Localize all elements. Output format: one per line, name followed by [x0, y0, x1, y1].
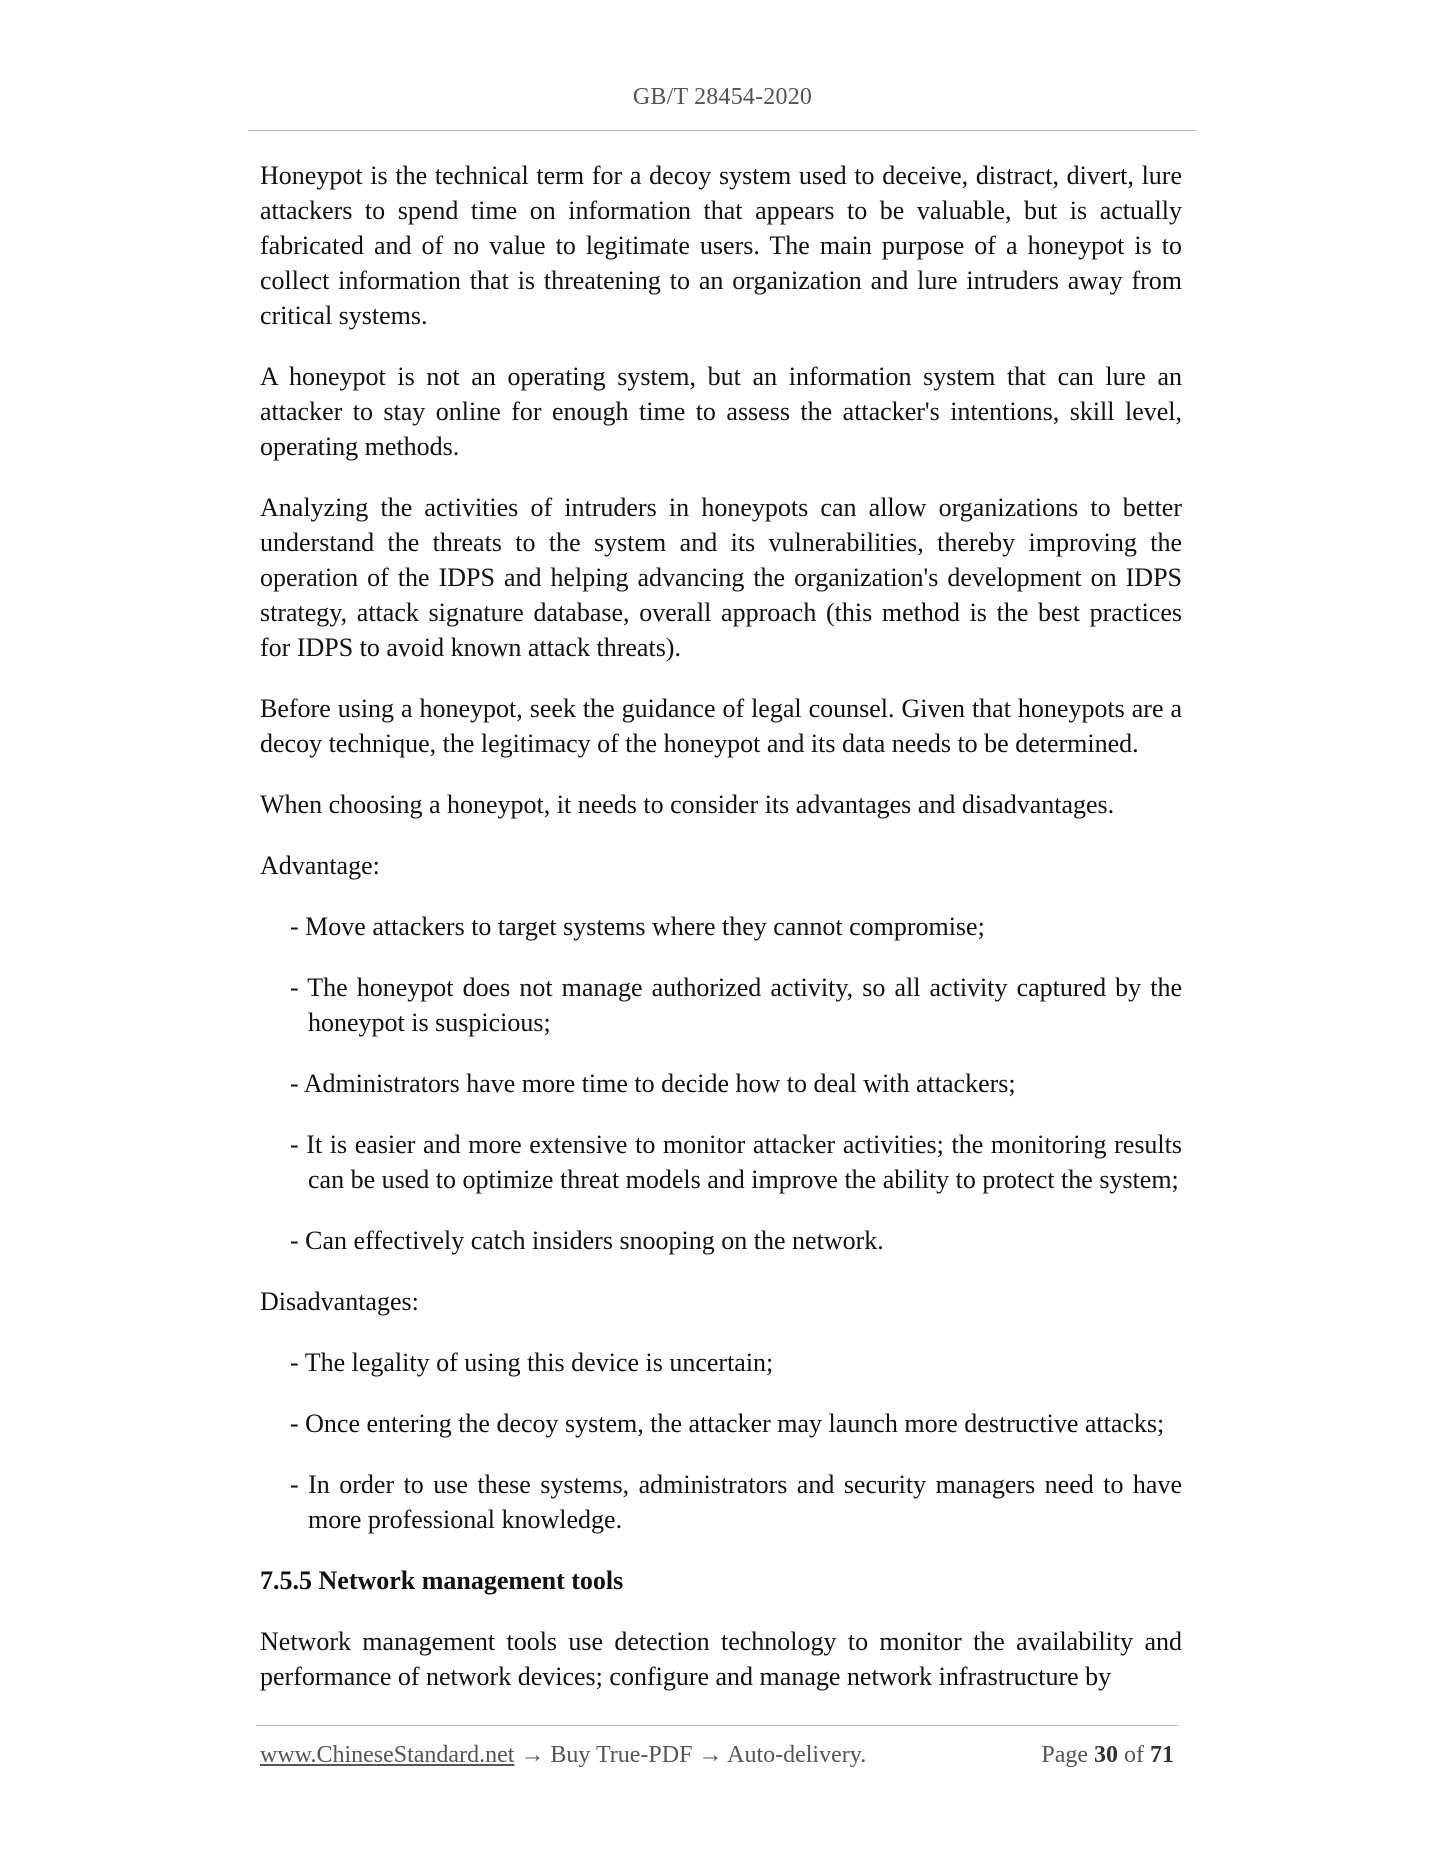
- page-indicator: [1041, 1742, 1174, 1769]
- advantages-label: Advantage:: [260, 851, 380, 880]
- paragraph-honeypot-definition: Honeypot is the technical term for a decoy system used to deceive, distract, divert, lure attackers to spend time on information that appears to be valuable, but is actually fabricated and of no value to legitimate users. The main purpose of a honeypot is to collect information that is threatening to an organization and lure intruders away from critical systems.: [260, 161, 1182, 330]
- paragraph-honeypot-analysis: Analyzing the activities of intruders in honeypots can allow organizations to better understand the threats to the system and its vulnerabilities, thereby improving the operation of the IDPS and helping advancing the organization's development on IDPS strategy, attack signature database, overall approach (this method is the best practices for IDPS to avoid known attack threats).: [260, 493, 1182, 662]
- advantage-item: - Can effectively catch insiders snooping on the network.: [290, 1226, 884, 1255]
- page-label: Page: [1041, 1742, 1094, 1768]
- advantage-item: - It is easier and more extensive to monitor attacker activities; the monitoring results can be used to optimize threat models and improve the ability to protect the system;: [290, 1130, 1182, 1194]
- disadvantage-item: - The legality of using this device is uncertain;: [290, 1348, 774, 1377]
- paragraph-honeypot-purpose: A honeypot is not an operating system, but an information system that can lure an attacker to stay online for enough time to assess the attacker's intentions, skill level, operating methods.: [260, 362, 1182, 461]
- section-heading: 7.5.5 Network management tools: [260, 1566, 624, 1595]
- advantage-item: - Move attackers to target systems where they cannot compromise;: [290, 912, 985, 941]
- paragraph-network-management: Network management tools use detection technology to monitor the availability and performance of network devices; configure and manage network infrastructure by: [260, 1627, 1182, 1691]
- footer-divider: [256, 1725, 1178, 1726]
- page-header: GB/T 28454-2020: [632, 84, 813, 110]
- disadvantage-item: - Once entering the decoy system, the attacker may launch more destructive attacks;: [290, 1409, 1165, 1438]
- total-pages-number: 71: [1150, 1742, 1174, 1768]
- paragraph-legal-counsel: Before using a honeypot, seek the guidance of legal counsel. Given that honeypots are a decoy technique, the legitimacy of the honeypot and its data needs to be determined.: [260, 694, 1182, 758]
- header-divider: [248, 130, 1196, 131]
- document-body: [260, 158, 1182, 1720]
- of-label: of: [1118, 1742, 1150, 1768]
- footer-promo: [260, 1742, 866, 1769]
- advantage-item: - Administrators have more time to decide how to deal with attackers;: [290, 1069, 1016, 1098]
- disadvantage-item: - In order to use these systems, administrators and security managers need to have more professional knowledge.: [290, 1470, 1182, 1534]
- advantage-item: - The honeypot does not manage authorized activity, so all activity captured by the honeypot is suspicious;: [290, 973, 1182, 1037]
- paragraph-choosing-honeypot: When choosing a honeypot, it needs to consider its advantages and disadvantages.: [260, 790, 1115, 819]
- current-page-number: 30: [1094, 1742, 1118, 1768]
- disadvantages-label: Disadvantages:: [260, 1287, 419, 1316]
- website-link[interactable]: www.ChineseStandard.net: [260, 1742, 515, 1768]
- footer-promo-text: → Buy True-PDF → Auto-delivery.: [514, 1742, 867, 1768]
